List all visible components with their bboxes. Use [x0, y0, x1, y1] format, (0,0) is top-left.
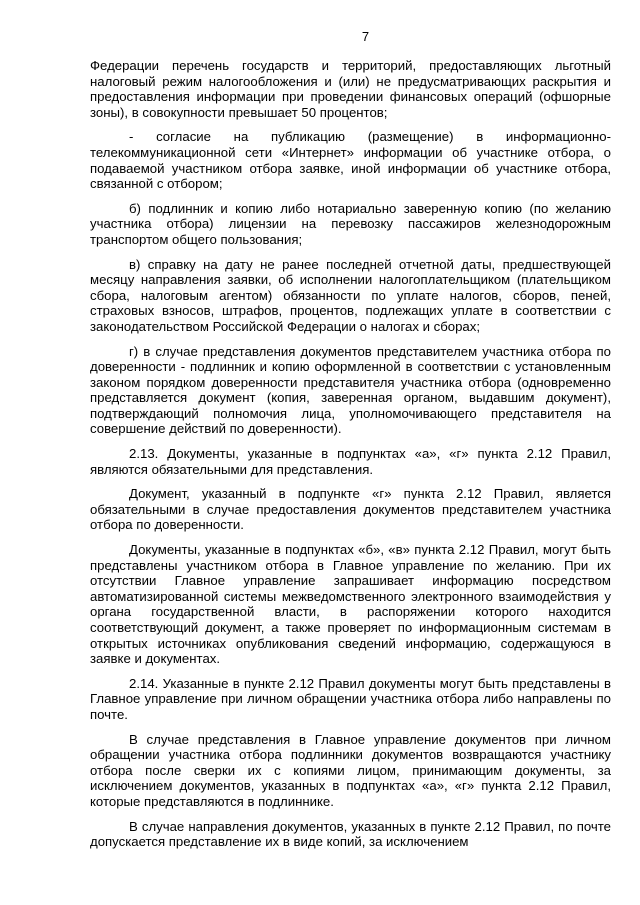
paragraph-documents-b-v: Документы, указанные в подпунктах «б», «в» пункта 2.12 Правил, могут быть представлены участником отбора в Главное управление по желанию. При их отсутствии Главное управление запрашивает информацию посредством автоматизированной системы межведомственного электронного взаимодействия у органа государственной власти, в распоряжении которого находится соответствующий документ, а также проверяет по информационным системам в открытых источниках опубликования сведений информацию, содержащуюся в заявке и документах. — [90, 542, 611, 667]
paragraph-postal-submission: В случае направления документов, указанных в пункте 2.12 Правил, по почте допускается представление их в виде копий, за исключением — [90, 818, 611, 850]
paragraph-2-13: 2.13. Документы, указанные в подпунктах «а», «г» пункта 2.12 Правил, являются обязательными для представления. — [90, 446, 611, 477]
paragraph-continuation: Федерации перечень государств и территорий, предоставляющих льготный налоговый режим налогообложения и (или) не предусматривающих раскрытия и предоставления информации при проведении финансовых операций (офшорные зоны), в совокупности превышает 50 процентов; — [90, 58, 611, 120]
paragraph-item-v: в) справку на дату не ранее последней отчетной даты, предшествующей месяцу направления заявки, об исполнении налогоплательщиком (плательщиком сбора, налоговым агентом) обязанности по уплате налогов, сборов, пеней, страховых взносов, штрафов, процентов, подлежащих уплате в соответствии с законодательством Российской Федерации о налогах и сборах; — [90, 256, 611, 334]
paragraph-item-b: б) подлинник и копию либо нотариально заверенную копию (по желанию участника отбора) лицензии на перевозку пассажиров железнодорожным транспортом общего пользования; — [90, 200, 611, 247]
paragraph-personal-submission: В случае представления в Главное управление документов при личном обращении участника отбора подлинники документов возвращаются участнику отбора после сверки их с копиями лицом, принимающим документы, за исключением документов, указанных в подпунктах «а», «г» пункта 2.12 Правил, которые представляются в подлиннике. — [90, 731, 611, 809]
paragraph-2-14: 2.14. Указанные в пункте 2.12 Правил документы могут быть представлены в Главное управление при личном обращении участника отбора либо направлены по почте. — [90, 675, 611, 722]
paragraph-item-g: г) в случае представления документов представителем участника отбора по доверенности - подлинник и копию оформленной в соответствии с установленным законом порядком доверенности представителя участника отбора (одновременно представляется документ (копия, заверенная органом, выдавшим документ), подтверждающий полномочия лица, уполномочивающего представителя на совершение действий по доверенности). — [90, 343, 611, 437]
paragraph-consent: - согласие на публикацию (размещение) в информационно-телекоммуникационной сети «Интернет» информации об участнике отбора, о подаваемой участником отбора заявке, иной информации об участнике отбора, связанной с отбором; — [90, 129, 611, 192]
paragraph-document-g: Документ, указанный в подпункте «г» пункта 2.12 Правил, является обязательными в случае предоставления документов представителем участника отбора по доверенности. — [90, 486, 611, 533]
page-number: 7 — [361, 29, 370, 44]
